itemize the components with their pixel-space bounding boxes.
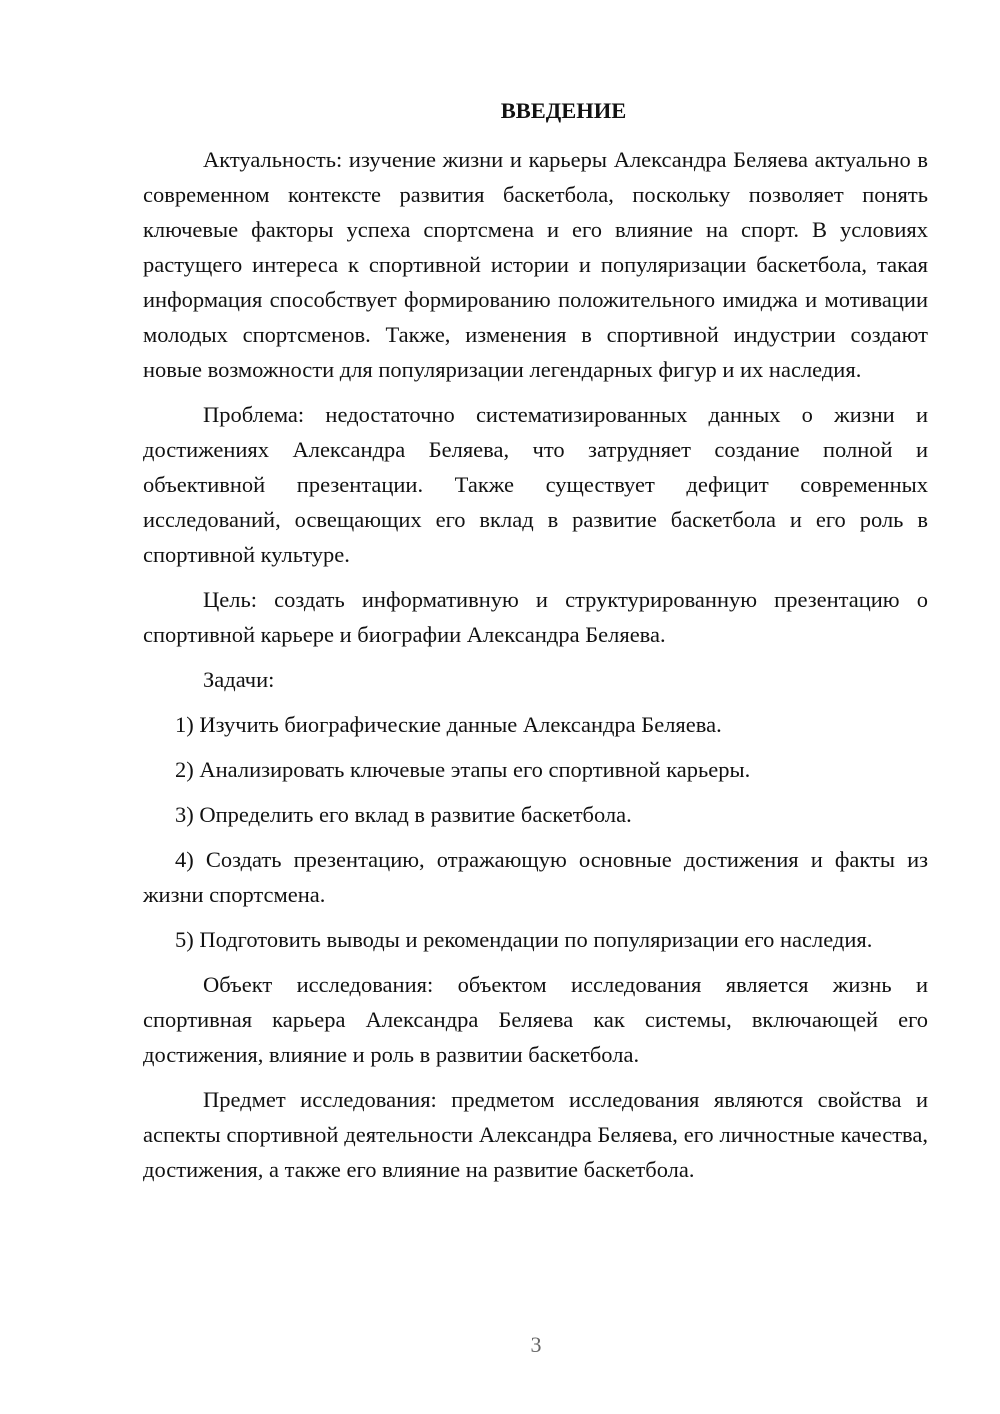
- task-item: 4) Создать презентацию, отражающую основные достижения и факты из жизни спортсмена.: [143, 847, 928, 907]
- paragraph-problem: Проблема: недостаточно систематизированных данных о жизни и достижениях Александра Беляева, что затрудняет создание полной и объективной презентации. Также существует дефицит современных исследований, освещающих его вклад в развитие баскетбола и его роль в спортивной культуре.: [143, 402, 928, 567]
- page-content: [143, 96, 928, 1197]
- task-item: 2) Анализировать ключевые этапы его спортивной карьеры.: [175, 757, 751, 782]
- paragraph-subject: Предмет исследования: предметом исследования являются свойства и аспекты спортивной деятельности Александра Беляева, его личностные качества, достижения, а также его влияние на развитие баскетбола.: [143, 1087, 928, 1182]
- task-item: 5) Подготовить выводы и рекомендации по популяризации его наследия.: [175, 927, 873, 952]
- tasks-label: Задачи:: [203, 667, 275, 692]
- section-heading: ВВЕДЕНИЕ: [500, 98, 627, 123]
- page-number: 3: [530, 1332, 542, 1357]
- task-item: 1) Изучить биографические данные Александра Беляева.: [175, 712, 722, 737]
- paragraph-goal: Цель: создать информативную и структурированную презентацию о спортивной карьере и биографии Александра Беляева.: [143, 587, 928, 647]
- task-item: 3) Определить его вклад в развитие баскетбола.: [175, 802, 632, 827]
- paragraph-object: Объект исследования: объектом исследования является жизнь и спортивная карьера Александра Беляева как системы, включающей его достижения, влияние и роль в развитии баскетбола.: [143, 972, 928, 1067]
- paragraph-relevance: Актуальность: изучение жизни и карьеры Александра Беляева актуально в современном контексте развития баскетбола, поскольку позволяет понять ключевые факторы успеха спортсмена и его влияние на спорт. В условиях растущего интереса к спортивной истории и популяризации баскетбола, такая информация способствует формированию положительного имиджа и мотивации молодых спортсменов. Также, изменения в спортивной индустрии создают новые возможности для популяризации легендарных фигур и их наследия.: [143, 147, 928, 382]
- tasks-list: [143, 707, 928, 957]
